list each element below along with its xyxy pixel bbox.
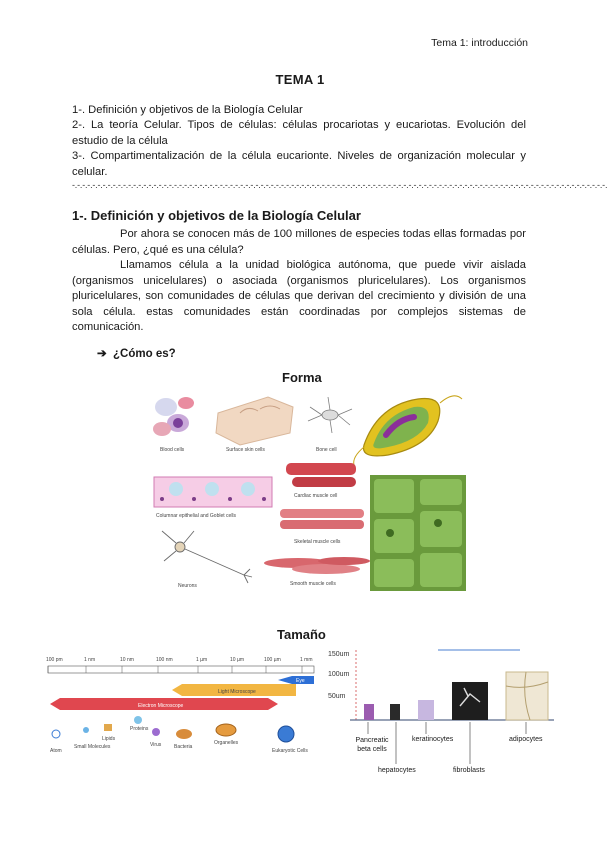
scale-ruler [48,666,314,673]
item-organelles: Organelles [214,740,239,746]
label-columnar: Columnar epithelial and Goblet cells [156,513,237,519]
toc-item-3: 3-. Compartimentalización de la célula eucarionte. Niveles de organización molecular y celular. [72,150,526,178]
y-tick-150: 150um [328,651,350,658]
label-smooth: Smooth muscle cells [290,581,336,587]
bullet-item [97,346,176,360]
y-tick-100: 100um [328,671,350,678]
tick-10um: 10 µm [230,657,244,663]
label-electron-microscope: Electron Microscope [138,703,184,709]
toc-item-1: 1-. Definición y objetivos de la Biología Celular [72,104,303,116]
fibroblast-image [452,682,488,720]
adipocyte-image [506,672,548,720]
columnar-epithelial-illustration [154,477,272,507]
tick-1um: 1 µm [196,657,208,663]
y-tick-50: 50um [328,693,346,700]
cardiac-muscle-illustration [286,463,356,487]
figure-forma-title: Forma [282,370,322,385]
section-heading: 1-. Definición y objetivos de la Biología Celular [72,208,361,223]
keratinocyte-image [418,700,434,720]
label-bone-cell: Bone cell [316,447,337,453]
tick-1nm: 1 nm [84,657,96,663]
toc-item-2: 2-. La teoría Celular. Tipos de células: células procariotas y eucariotas. Evolución del estudio de la célula [72,119,526,147]
size-scale-figure [46,656,318,762]
arrow-icon: ➔ [97,348,107,360]
pancreatic-cell-image [364,704,374,720]
item-lipids: Lipids [102,736,116,742]
running-header: Tema 1: introducción [431,37,528,49]
label-skeletal: Skeletal muscle cells [294,539,341,545]
page-title: TEMA 1 [275,72,325,87]
cell-size-figure [320,646,556,782]
label-light-microscope: Light Microscope [218,689,256,695]
item-proteins: Proteins [130,726,149,732]
tick-100um: 100 µm [264,657,281,663]
figure-tamano-title: Tamaño [277,627,326,642]
label-cardiac: Cardiac muscle cell [294,493,338,499]
tick-1mm: 1 mm [300,657,313,663]
bullet-label: ¿Cómo es? [113,348,176,360]
figure-forma [148,385,470,597]
label-blood-cells: Blood cells [160,447,185,453]
separator-line: -.-.-.-.-.-.-.-.-.-.-.-.-.-.-.-.-.-.-.-.-.-.-.-.-.-.-.-.-.-.-.-.-.-.-.-.-.-.-.-.-.-.-.-.-.-.-.-.-.-.-.-.-.-.-.-.-.-.-.-.-.-.-.-.-.-.-.-.-.-.-.-.-.-.-.-.-.-.-.-.-.-.-.-.-.-.-.-.-.-.-.-.-.-.-.-.-.-.-.-.-.-.-.-.-. [72,180,607,190]
tick-100pm: 100 pm [46,657,63,663]
label-hepatocytes: hepatocytes [378,767,416,774]
hepatocyte-image [390,704,400,720]
label-neurons: Neurons [178,583,197,589]
plant-cells-illustration [370,475,466,591]
label-fibroblasts: fibroblasts [453,767,485,774]
item-virus: Virus [150,742,162,748]
label-pancreatic-beta: Pancreatic beta cells [355,737,389,753]
item-small-molecules: Small Molecules [74,744,111,750]
label-eye: Eye [296,678,305,684]
item-eukaryotic-cells: Eukaryotic Cells [272,748,308,754]
label-adipocytes: adipocytes [509,736,543,743]
item-bacteria: Bacteria [174,744,193,750]
tick-100nm: 100 nm [156,657,173,663]
paragraph-2: Llamamos célula a la unidad biológica autónoma, que puede vivir aislada (organismos unicelulares) o asociada (organismos pluricelulares). Los organismos pluricelulares, son comunidades de células que derivan del crecimiento y división de una sola célula. estas comunidades están coordinadas por complejos sistemas de comunicación. [72,259,526,334]
label-keratinocytes: keratinocytes [412,736,454,743]
item-atom: Atom [50,748,62,754]
tick-10nm: 10 nm [120,657,134,663]
paragraph-1: Por ahora se conocen más de 100 millones de especies todas ellas formadas por células. Pero, ¿qué es una célula? [72,228,526,256]
label-skin-cells: Surface skin cells [226,447,265,453]
